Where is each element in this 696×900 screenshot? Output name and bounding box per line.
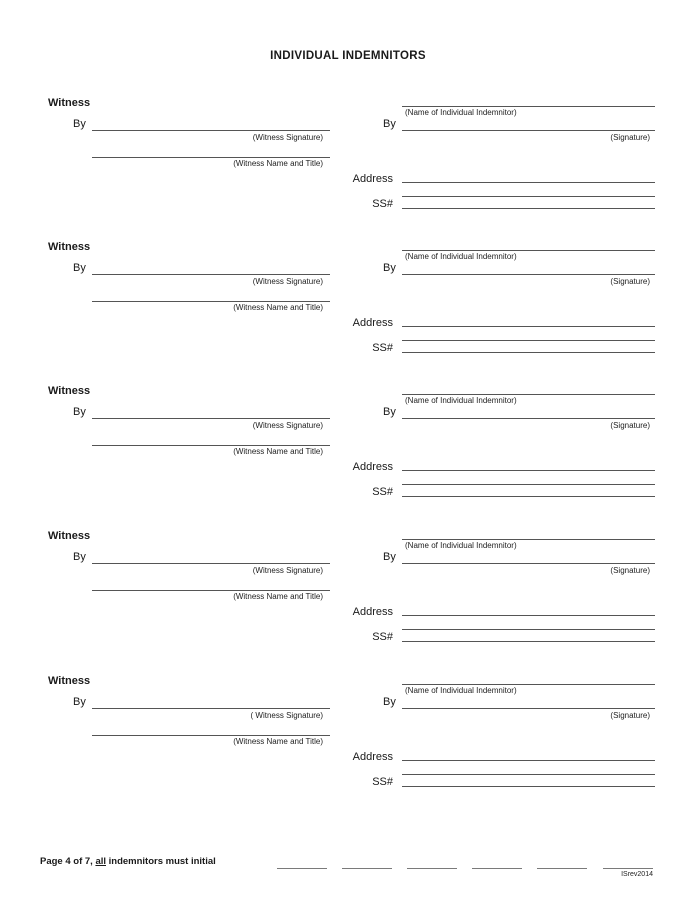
signature-caption: (Signature) xyxy=(610,566,650,575)
witness-label: Witness xyxy=(48,97,91,109)
footer-underlined-word: all xyxy=(95,856,106,867)
ss-line[interactable] xyxy=(402,352,655,353)
witness-name-line[interactable] xyxy=(92,301,330,302)
indemnitor-signature-line[interactable] xyxy=(402,563,655,564)
ss-label: SS# xyxy=(372,486,393,498)
witness-name-line[interactable] xyxy=(92,445,330,446)
witness-signature-line[interactable] xyxy=(92,130,330,131)
ss-line[interactable] xyxy=(402,786,655,787)
initials-line-4[interactable] xyxy=(472,868,522,869)
indemnitor-name-line[interactable] xyxy=(402,250,655,251)
ss-label: SS# xyxy=(372,198,393,210)
address-line-1[interactable] xyxy=(402,470,655,471)
footer-prefix: Page 4 of 7, xyxy=(40,856,96,867)
address-line-2[interactable] xyxy=(402,629,655,630)
ss-line[interactable] xyxy=(402,208,655,209)
indemnitor-block-3 xyxy=(0,385,696,529)
witness-signature-line[interactable] xyxy=(92,563,330,564)
indemnitor-block-5 xyxy=(0,675,696,819)
indemnitor-block-2 xyxy=(0,241,696,385)
witness-name-caption: (Witness Name and Title) xyxy=(233,737,323,746)
witness-by-label: By xyxy=(73,262,86,274)
witness-name-caption: (Witness Name and Title) xyxy=(233,447,323,456)
ss-line[interactable] xyxy=(402,496,655,497)
address-line-1[interactable] xyxy=(402,182,655,183)
address-line-2[interactable] xyxy=(402,196,655,197)
revision-code: ISrev2014 xyxy=(621,871,653,878)
initials-line-5[interactable] xyxy=(537,868,587,869)
witness-label: Witness xyxy=(48,675,91,687)
indemnitor-name-line[interactable] xyxy=(402,394,655,395)
witness-signature-caption: (Witness Signature) xyxy=(252,133,323,142)
address-label: Address xyxy=(352,317,393,329)
indemnitor-by-label: By xyxy=(383,406,396,418)
indemnitor-name-caption: (Name of Individual Indemnitor) xyxy=(405,396,517,405)
indemnitor-by-label: By xyxy=(383,696,396,708)
initials-line-1[interactable] xyxy=(277,868,327,869)
witness-name-line[interactable] xyxy=(92,735,330,736)
address-label: Address xyxy=(352,606,393,618)
indemnitor-by-label: By xyxy=(383,262,396,274)
witness-signature-caption: (Witness Signature) xyxy=(252,277,323,286)
witness-label: Witness xyxy=(48,241,91,253)
witness-name-line[interactable] xyxy=(92,590,330,591)
witness-label: Witness xyxy=(48,530,91,542)
witness-signature-line[interactable] xyxy=(92,274,330,275)
indemnitor-name-line[interactable] xyxy=(402,684,655,685)
footer-suffix: indemnitors must initial xyxy=(106,856,216,867)
address-line-1[interactable] xyxy=(402,326,655,327)
indemnitor-signature-line[interactable] xyxy=(402,274,655,275)
signature-caption: (Signature) xyxy=(610,711,650,720)
initials-line-6[interactable] xyxy=(603,868,653,869)
indemnitor-block-1 xyxy=(0,97,696,241)
address-line-2[interactable] xyxy=(402,340,655,341)
indemnitor-name-line[interactable] xyxy=(402,539,655,540)
indemnitor-name-caption: (Name of Individual Indemnitor) xyxy=(405,686,517,695)
indemnitor-by-label: By xyxy=(383,551,396,563)
witness-by-label: By xyxy=(73,406,86,418)
indemnitor-name-caption: (Name of Individual Indemnitor) xyxy=(405,108,517,117)
initials-line-3[interactable] xyxy=(407,868,457,869)
address-label: Address xyxy=(352,751,393,763)
witness-signature-line[interactable] xyxy=(92,418,330,419)
witness-by-label: By xyxy=(73,696,86,708)
witness-by-label: By xyxy=(73,118,86,130)
address-label: Address xyxy=(352,173,393,185)
witness-label: Witness xyxy=(48,385,91,397)
indemnitor-name-line[interactable] xyxy=(402,106,655,107)
indemnitor-signature-line[interactable] xyxy=(402,130,655,131)
indemnitor-name-caption: (Name of Individual Indemnitor) xyxy=(405,541,517,550)
witness-name-caption: (Witness Name and Title) xyxy=(233,303,323,312)
address-line-2[interactable] xyxy=(402,774,655,775)
indemnitor-name-caption: (Name of Individual Indemnitor) xyxy=(405,252,517,261)
witness-name-caption: (Witness Name and Title) xyxy=(233,159,323,168)
signature-caption: (Signature) xyxy=(610,421,650,430)
page-title: INDIVIDUAL INDEMNITORS xyxy=(270,50,426,62)
witness-signature-line[interactable] xyxy=(92,708,330,709)
indemnitor-signature-line[interactable] xyxy=(402,418,655,419)
indemnitor-by-label: By xyxy=(383,118,396,130)
address-line-2[interactable] xyxy=(402,484,655,485)
indemnitor-block-4 xyxy=(0,530,696,674)
witness-signature-caption: (Witness Signature) xyxy=(252,421,323,430)
initials-line-2[interactable] xyxy=(342,868,392,869)
address-line-1[interactable] xyxy=(402,760,655,761)
ss-label: SS# xyxy=(372,776,393,788)
ss-label: SS# xyxy=(372,631,393,643)
ss-label: SS# xyxy=(372,342,393,354)
page-footer-text xyxy=(40,856,216,868)
ss-line[interactable] xyxy=(402,641,655,642)
address-label: Address xyxy=(352,461,393,473)
address-line-1[interactable] xyxy=(402,615,655,616)
witness-name-caption: (Witness Name and Title) xyxy=(233,592,323,601)
indemnitor-signature-line[interactable] xyxy=(402,708,655,709)
signature-caption: (Signature) xyxy=(610,133,650,142)
witness-name-line[interactable] xyxy=(92,157,330,158)
witness-by-label: By xyxy=(73,551,86,563)
witness-signature-caption: ( Witness Signature) xyxy=(250,711,323,720)
signature-caption: (Signature) xyxy=(610,277,650,286)
witness-signature-caption: (Witness Signature) xyxy=(252,566,323,575)
